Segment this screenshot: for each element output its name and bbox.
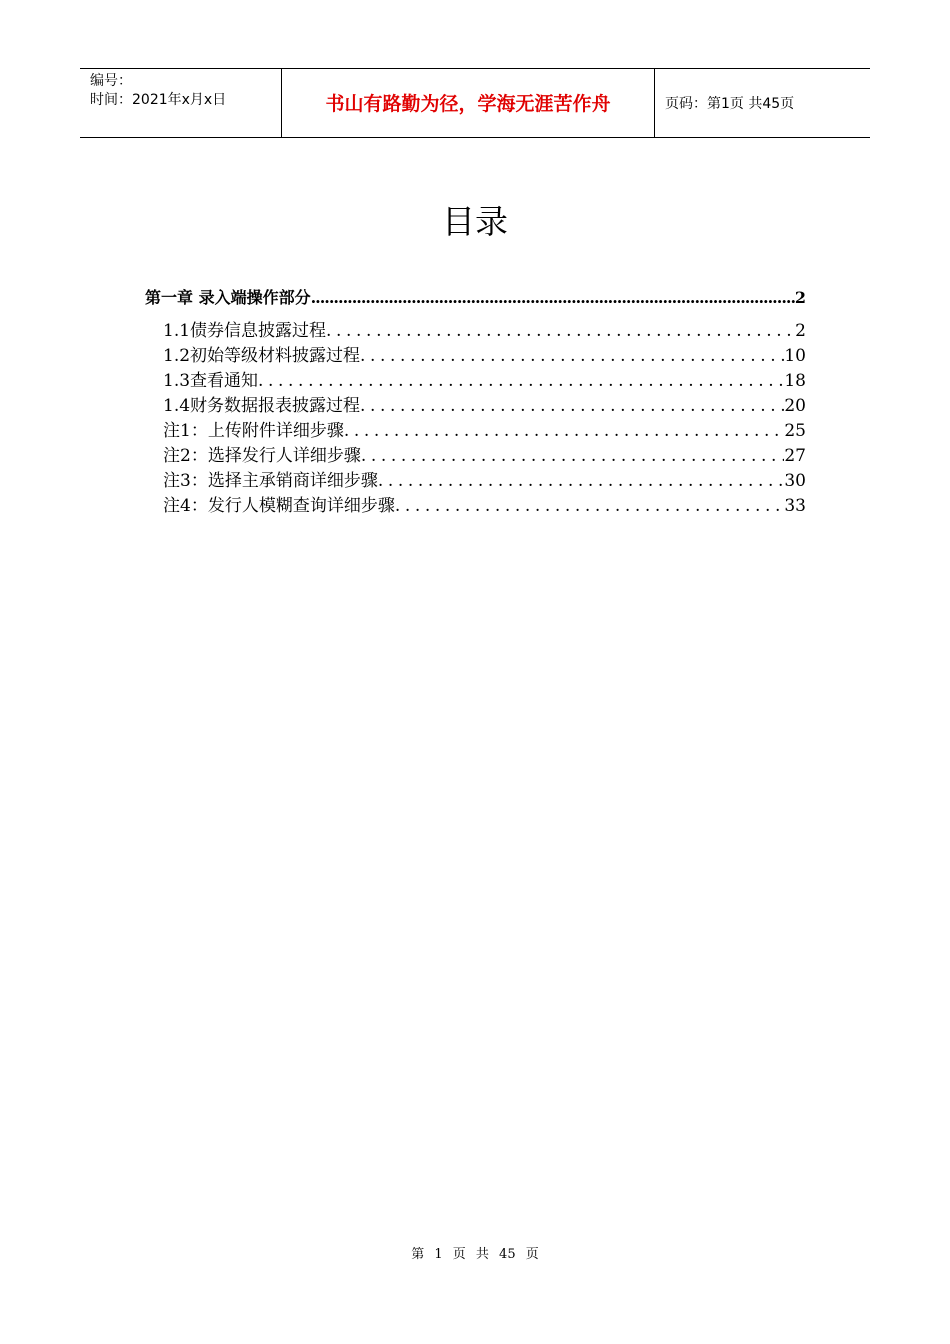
header-motto-cell	[282, 69, 655, 137]
toc-entry-label: 1.3查看通知	[163, 371, 259, 391]
header-page-cell	[655, 69, 870, 137]
toc-leader-dots	[258, 370, 784, 392]
toc-entry-label: 第一章 录入端操作部分	[145, 288, 311, 307]
number-label: 编号：	[90, 73, 132, 89]
toc-entry-page: 2	[795, 321, 806, 341]
toc-entry[interactable]	[163, 345, 806, 367]
toc-entry-page: 2	[794, 288, 806, 307]
toc-leader-dots	[360, 395, 784, 417]
motto: 书山有路勤为径，学海无涯苦作舟	[325, 93, 611, 115]
toc-leader-dots	[344, 420, 785, 442]
toc-entry-label: 注1：上传附件详细步骤	[163, 421, 344, 441]
toc-entry[interactable]	[163, 420, 806, 442]
toc-entry-chapter-1[interactable]	[145, 287, 806, 309]
toc-entry-page: 25	[784, 421, 806, 441]
document-header	[80, 68, 870, 138]
toc-leader-dots	[326, 320, 795, 342]
toc-entry-page: 27	[784, 446, 806, 466]
page-info: 页码：第1页 共45页	[665, 96, 795, 112]
toc-leader-dots	[378, 470, 785, 492]
toc-entry-page: 18	[784, 371, 806, 391]
toc-entry-page: 20	[784, 396, 806, 416]
toc-leader-dots	[360, 345, 784, 367]
toc-entry[interactable]	[163, 445, 806, 467]
toc-entry-label: 注3：选择主承销商详细步骤	[163, 471, 378, 491]
time-label: 时间：2021年x月x日	[90, 92, 227, 108]
toc-entry-page: 30	[784, 471, 806, 491]
page-title: 目录	[442, 202, 508, 241]
toc-entry-page: 10	[784, 346, 806, 366]
toc-entry[interactable]	[163, 395, 806, 417]
header-meta-cell	[80, 69, 282, 137]
toc-entry-label: 注2：选择发行人详细步骤	[163, 446, 361, 466]
toc-leader-dots	[395, 495, 785, 517]
toc-entry-label: 1.4财务数据报表披露过程	[163, 396, 361, 416]
toc-entry[interactable]	[163, 470, 806, 492]
toc-entry[interactable]	[163, 495, 806, 517]
toc-leader-dots	[311, 287, 795, 309]
toc-entry[interactable]	[163, 320, 806, 342]
toc-entry-page: 33	[784, 496, 806, 516]
toc-entry-label: 注4：发行人模糊查询详细步骤	[163, 496, 395, 516]
toc-entry[interactable]	[163, 370, 806, 392]
toc-entry-label: 1.2初始等级材料披露过程	[163, 346, 361, 366]
toc-entry-label: 1.1债券信息披露过程	[163, 321, 327, 341]
toc-leader-dots	[361, 445, 785, 467]
page-footer: 第 1 页 共 45 页	[411, 1247, 539, 1262]
